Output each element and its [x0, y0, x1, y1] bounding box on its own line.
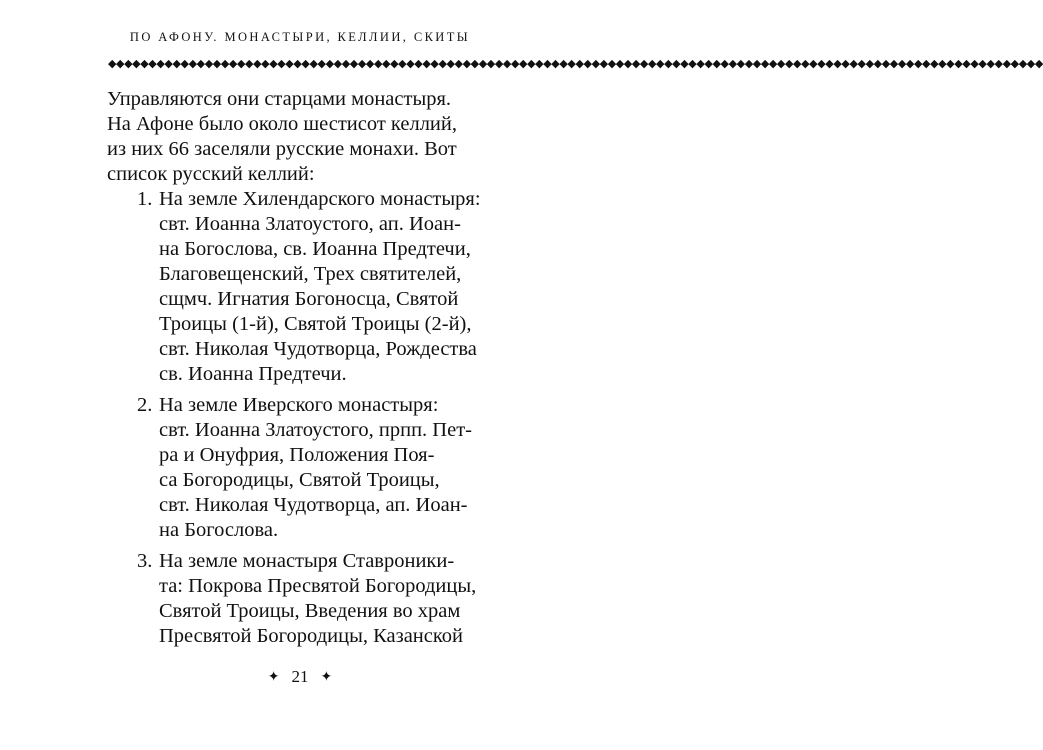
- list-number: 3.: [137, 550, 153, 572]
- text-line: На земле Иверского монастыря:: [159, 394, 439, 416]
- ornamental-rule: ◆◆◆◆◆◆◆◆◆◆◆◆◆◆◆◆◆◆◆◆◆◆◆◆◆◆◆◆◆◆◆◆◆◆◆◆◆◆◆◆◆◆◆◆◆◆◆◆◆◆◆◆◆◆◆◆◆◆◆◆◆◆◆◆◆◆◆◆◆◆◆◆◆◆◆◆◆◆◆◆◆◆◆◆◆◆◆◆◆◆◆◆◆◆◆◆◆◆◆◆◆◆◆◆◆◆◆◆◆◆◆◆◆◆◆◆: [108, 58, 1043, 70]
- list-number: 2.: [137, 394, 153, 416]
- list-item: [107, 393, 507, 543]
- text-line: На Афоне было около шестисот келлий,: [107, 113, 458, 135]
- text-line: из них 66 заселяли русские монахи. Вот: [107, 138, 457, 160]
- text-line: свт. Николая Чудотворца, Рождества: [159, 338, 477, 360]
- text-line: Управляются они старцами монастыря.: [107, 88, 452, 110]
- text-line: Пресвятой Богородицы, Казанской: [159, 625, 464, 647]
- page-footer: [0, 667, 600, 687]
- text-line: список русский келлий:: [107, 163, 315, 185]
- text-line: свт. Иоанна Златоустого, ап. Иоан-: [159, 213, 461, 235]
- intro-paragraph: [107, 87, 507, 187]
- kellii-list: [107, 187, 507, 649]
- text-line: ра и Онуфрия, Положения Поя-: [159, 444, 435, 466]
- text-line: на Богослова.: [159, 519, 279, 541]
- text-line: На земле Хилендарского монастыря:: [159, 188, 481, 210]
- text-line: На земле монастыря Ставроники-: [159, 550, 455, 572]
- ornament-right-icon: ✦: [320, 670, 333, 685]
- text-line: Святой Троицы, Введения во храм: [159, 600, 461, 622]
- text-line: Благовещенский, Трех святителей,: [159, 263, 462, 285]
- text-line: та: Покрова Пресвятой Богородицы,: [159, 575, 477, 597]
- text-line: са Богородицы, Святой Троицы,: [159, 469, 440, 491]
- running-title: ПО АФОНУ. МОНАСТЫРИ, КЕЛЛИИ, СКИТЫ: [129, 30, 471, 44]
- page-body: [107, 87, 507, 649]
- text-line: св. Иоанна Предтечи.: [159, 363, 347, 385]
- ornament-left-icon: ✦: [267, 670, 280, 685]
- list-item: [107, 549, 507, 649]
- text-line: Троицы (1-й), Святой Троицы (2-й),: [159, 313, 472, 335]
- text-line: на Богослова, св. Иоанна Предтечи,: [159, 238, 471, 260]
- page-number: 21: [291, 667, 309, 686]
- list-number: 1.: [137, 188, 153, 210]
- list-item: [107, 187, 507, 387]
- text-line: сщмч. Игнатия Богоносца, Святой: [159, 288, 459, 310]
- text-line: свт. Николая Чудотворца, ап. Иоан-: [159, 494, 468, 516]
- text-line: свт. Иоанна Златоустого, прпп. Пет-: [159, 419, 472, 441]
